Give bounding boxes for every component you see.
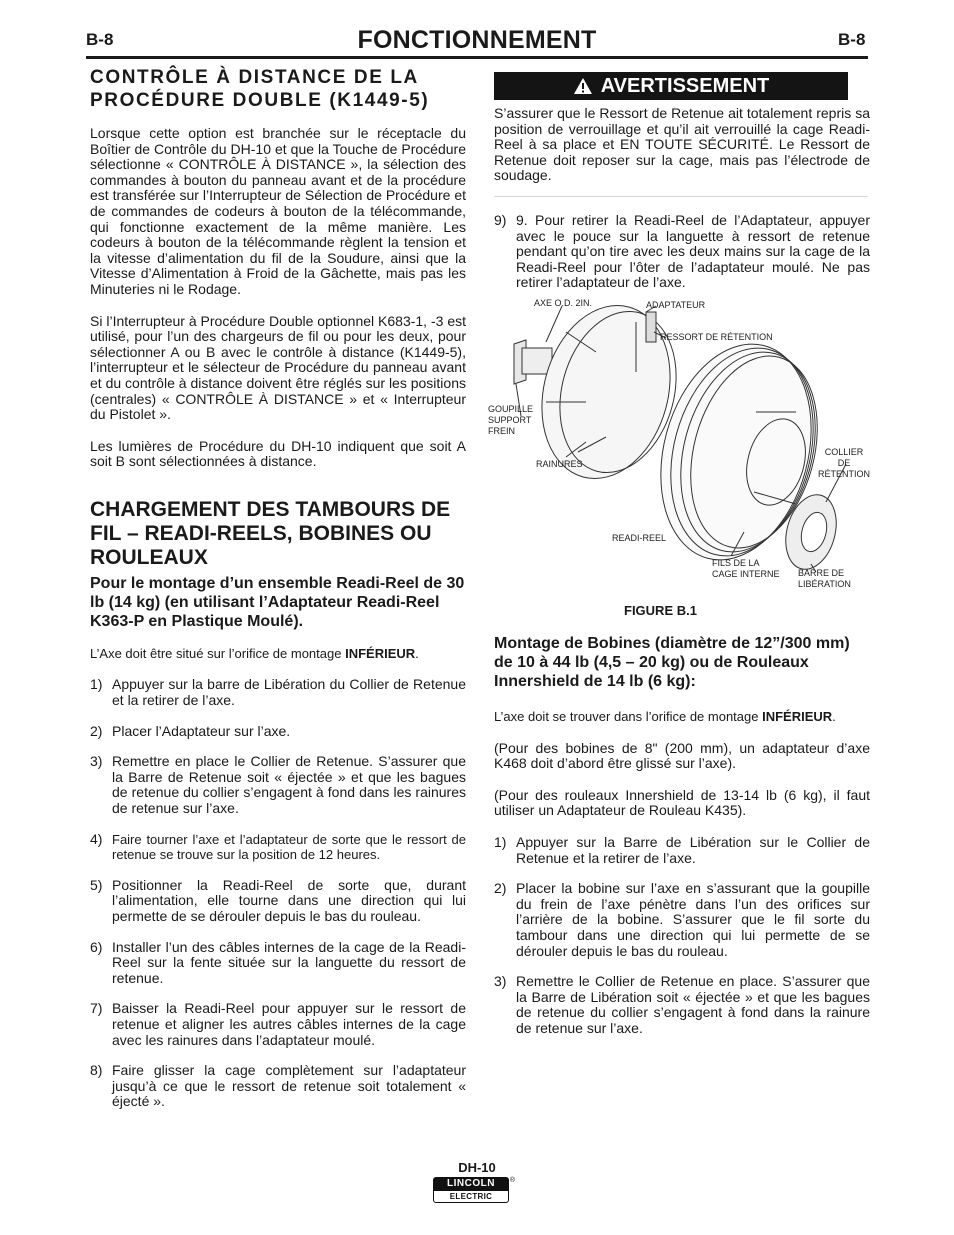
list-item-text: Placer la bobine sur l’axe en s’assurant que la goupille du frein de l’axe pénètre dans l’un des orifices sur l’arrière de la bobine. S’assurer que le fil sorte du tambour dans une direction qui lui permette de se dérouler depuis le bas du rouleau. bbox=[516, 880, 870, 959]
list-item bbox=[90, 832, 466, 863]
list-item-text: Appuyer sur la barre de Libération du Collier de Retenue et la retirer de l’axe. bbox=[112, 676, 466, 709]
list-item bbox=[90, 754, 466, 816]
step-9-text: 9. Pour retirer la Readi-Reel de l’Adaptateur, appuyer avec le pouce sur la languette à ressort de retenue pendant qu’on tire avec les deux mains sur la cage de la Readi-Reel pour l’ôter de l’adaptateur moulé. Ne pas retirer l’adaptateur de l’axe. bbox=[516, 212, 870, 291]
list-item-number: 4) bbox=[90, 830, 103, 847]
step-9-number: 9) bbox=[494, 212, 507, 228]
list-item-number: 6) bbox=[90, 938, 103, 955]
header-rule bbox=[86, 56, 868, 59]
paragraph-remote-1: Lorsque cette option est branchée sur le réceptacle du Boîtier de Contrôle du DH-10 et que la Touche de Procédure sélectionne « CONTRÔLE À DISTANCE », la sélection des commandes à bouton du panneau avant et de la procédure est transférée sur l’Interrupteur de Sélection de Procédure et de commandes de codeurs à bouton de la télécommande, qui fonctionne exactement de la même manière. Les codeurs à bouton de la télécommande règlent la tension et la vitesse d’alimentation du fil de la Soudure, ainsi que la Vitesse d’Alimentation à Froid de la Gâchette, mais pas les Minuteries ni le Rodage. bbox=[90, 125, 466, 297]
paragraph-spool-1: (Pour des bobines de 8" (200 mm), un adaptateur d’axe K468 doit d’abord être glissé sur l’axe). bbox=[494, 739, 870, 772]
list-item-number: 2) bbox=[90, 722, 103, 739]
left-column bbox=[90, 66, 466, 1125]
axe-note-left: L’Axe doit être situé sur l’orifice de montage INFÉRIEUR. bbox=[90, 645, 419, 661]
list-item bbox=[494, 835, 870, 866]
list-item-number: 1) bbox=[494, 833, 507, 850]
label-fils: FILS DE LA CAGE INTERNE bbox=[712, 558, 780, 579]
list-item-number: 2) bbox=[494, 880, 507, 897]
list-item-text: Placer l’Adaptateur sur l’axe. bbox=[112, 722, 291, 739]
page-number-left: B-8 bbox=[86, 30, 114, 49]
logo-top-text: LINCOLN bbox=[433, 1177, 509, 1191]
list-item-number: 3) bbox=[494, 973, 507, 990]
lincoln-logo bbox=[433, 1177, 515, 1203]
label-ressort: RESSORT DE RÉTENTION bbox=[660, 332, 773, 342]
list-item bbox=[90, 724, 466, 740]
label-goupille: GOUPILLE SUPPORT FREIN bbox=[488, 404, 534, 436]
list-item bbox=[90, 940, 466, 987]
list-item-text: Installer l’un des câbles internes de la cage de la Readi-Reel sur la fente située sur la languette du ressort de retenue. bbox=[112, 938, 466, 986]
page-number-right: B-8 bbox=[838, 30, 866, 49]
list-item-text: Faire glisser la cage complètement sur l’adaptateur jusqu’à ce que le ressort de retenue soit totalement « éjecté ». bbox=[112, 1062, 466, 1110]
list-item bbox=[494, 974, 870, 1036]
footer-model: DH-10 bbox=[458, 1160, 496, 1175]
figure-readi-reel bbox=[486, 292, 870, 604]
list-item-text: Appuyer sur la Barre de Libération sur le Collier de Retenue et la retirer de l’axe. bbox=[516, 833, 870, 866]
steps-list-left bbox=[90, 677, 466, 1109]
section-title-spools: Montage de Bobines (diamètre de 12”/300 mm) de 10 à 44 lb (4,5 – 20 kg) ou de Rouleaux Innershield de 14 lb (6 kg): bbox=[494, 635, 850, 690]
steps-list-right bbox=[494, 835, 870, 1037]
axe-note-right: L’axe doit se trouver dans l’orifice de montage INFÉRIEUR. bbox=[494, 709, 836, 724]
list-item bbox=[90, 1001, 466, 1048]
list-item-number: 5) bbox=[90, 876, 103, 893]
list-item-text: Remettre le Collier de Retenue en place. S’assurer que la Barre de Libération soit « éjectée » et que les bagues de retenue du collier s’engagent à fond dans la rainure de retenue sur l’axe. bbox=[516, 973, 870, 1036]
list-item bbox=[494, 881, 870, 959]
label-collier: COLLIER DE RÉTENTION bbox=[818, 447, 871, 479]
list-item-text: Faire tourner l’axe et l’adaptateur de sorte que le ressort de retenue se trouve sur la position de 12 heures. bbox=[112, 831, 466, 863]
list-item-text: Positionner la Readi-Reel de sorte que, durant l’alimentation, elle tourne dans une direction qui lui permette de se dérouler depuis le bas du rouleau. bbox=[112, 876, 466, 924]
step-9 bbox=[494, 213, 870, 291]
list-item-number: 7) bbox=[90, 1000, 103, 1017]
list-item-text: Remettre en place le Collier de Retenue. S’assurer que la Barre de Retenue soit « éjectée » et que les bagues de retenue du collier s’engagent à fond dans les rainures de retenue sur l’axe. bbox=[112, 753, 466, 817]
warning-banner bbox=[494, 72, 848, 100]
list-item bbox=[90, 677, 466, 708]
paragraph-spool-2: (Pour des rouleaux Innershield de 13-14 lb (6 kg), il faut utiliser un Adaptateur de Rouleau K435). bbox=[494, 786, 870, 819]
list-item-number: 8) bbox=[90, 1062, 103, 1079]
label-adaptateur: ADAPTATEUR bbox=[646, 300, 706, 310]
warning-separator bbox=[494, 196, 868, 197]
logo-registered-mark: ® bbox=[509, 1177, 515, 1184]
label-rainures: RAINURES bbox=[536, 459, 583, 469]
warning-title: AVERTISSEMENT bbox=[600, 74, 770, 97]
paragraph-remote-2: Si l’Interrupteur à Procédure Double optionnel K683-1, -3 est utilisé, pour l’un des chargeurs de fil ou pour les deux, pour sélectionner A ou B avec le contrôle à distance (K1449-5), l’interrupteur et le sélecteur de Procédure du panneau avant et du contrôle à distance doivent être réglés sur les positions (centrales) « CONTRÔLE À DISTANCE » et « Interrupteur du Pistolet ». bbox=[90, 312, 466, 423]
section-title-loading: CHARGEMENT DES TAMBOURS DE FIL – READI-REELS, BOBINES OU ROULEAUX bbox=[90, 497, 451, 569]
figure-caption: FIGURE B.1 bbox=[624, 603, 697, 618]
list-item bbox=[90, 1063, 466, 1110]
logo-bottom-text: ELECTRIC bbox=[433, 1190, 509, 1203]
list-item-number: 3) bbox=[90, 753, 103, 770]
label-axe: AXE O.D. 2IN. bbox=[534, 298, 593, 308]
label-readi-reel: READI-REEL bbox=[612, 533, 667, 543]
paragraph-remote-3: Les lumières de Procédure du DH-10 indiquent que soit A soit B sont sélectionnées à distance. bbox=[90, 437, 466, 470]
subheading-readi-reel: Pour le montage d’un ensemble Readi-Reel de 30 lb (14 kg) (en utilisant l’Adaptateur Readi-Reel K363-P en Plastique Moulé). bbox=[90, 574, 465, 630]
label-barre: BARRE DE LIBÉRATION bbox=[798, 568, 851, 589]
section-title-remote-control: CONTRÔLE À DISTANCE DE LA PROCÉDURE DOUBLE (K1449-5) bbox=[90, 67, 430, 111]
page-title: FONCTIONNEMENT bbox=[357, 26, 597, 54]
list-item-text: Baisser la Readi-Reel pour appuyer sur le ressort de retenue et aligner les autres câbles internes de la cage avec les rainures dans l’adaptateur moulé. bbox=[112, 1000, 466, 1048]
list-item bbox=[90, 878, 466, 925]
warning-text: S’assurer que le Ressort de Retenue ait totalement repris sa position de verrouillage et qu’il ait verrouillé la cage Readi-Reel à sa place et EN TOUTE SÉCURITÉ. Le Ressort de Retenue doit reposer sur la cage, mais pas l’électrode de soudage. bbox=[494, 105, 870, 184]
right-lower-column bbox=[494, 634, 870, 1052]
list-item-number: 1) bbox=[90, 676, 103, 693]
warning-triangle-icon bbox=[573, 77, 593, 95]
